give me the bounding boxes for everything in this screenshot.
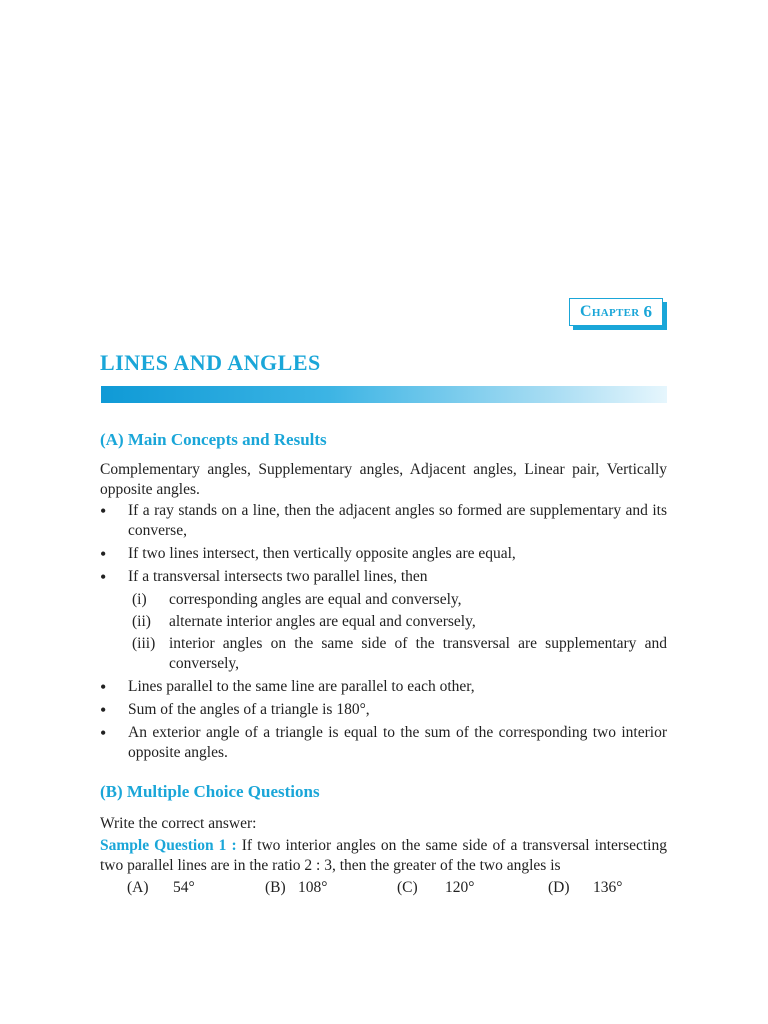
option-d: (D) 136° (548, 879, 623, 896)
section-b-instruction: Write the correct answer: (100, 815, 257, 832)
list-item: • Sum of the angles of a triangle is 180°, (100, 700, 370, 720)
bullet-icon: • (100, 723, 107, 743)
option-b: (B) 108° (265, 879, 328, 896)
sub-list-item: (i) corresponding angles are equal and conversely, (132, 591, 462, 608)
list-item: • If two lines intersect, then vertically opposite angles are equal, (100, 544, 516, 564)
list-item: • Lines parallel to the same line are parallel to each other, (100, 677, 475, 697)
sub-list-item: (iii) interior angles on the same side of the transversal are supplementary and conversely, (132, 635, 667, 672)
chapter-title: LINES AND ANGLES (100, 350, 321, 375)
section-b-heading: (B) Multiple Choice Questions (100, 782, 320, 801)
section-a-intro: Complementary angles, Supplementary angles, Adjacent angles, Linear pair, Vertically opposite angles. (100, 461, 667, 498)
bullet-icon: • (100, 567, 107, 587)
chapter-label: Chapter (580, 303, 640, 320)
bullet-icon: • (100, 700, 107, 720)
list-item: • If a transversal intersects two parallel lines, then (i) corresponding angles are equal and conversely, (ii) alternate interior angles are equal and conversely, (iii) interior angles on the same side of the transversal are supplementary and conversely, (100, 567, 667, 672)
option-c: (C) 120° (397, 879, 475, 896)
option-a: (A) 54° (127, 879, 195, 896)
sample-question-label: Sample Question 1 : (100, 837, 237, 854)
bullet-icon: • (100, 501, 107, 521)
bullet-icon: • (100, 544, 107, 564)
list-item: • If a ray stands on a line, then the adjacent angles so formed are supplementary and its converse, (100, 501, 667, 539)
bullet-icon: • (100, 677, 107, 697)
sample-question (100, 836, 667, 876)
sub-list-item: (ii) alternate interior angles are equal and conversely, (132, 613, 476, 630)
sample-question-text: If two interior angles on the same side of a transversal intersecting two parallel lines are in the ratio 2 : 3, then the greater of the two angles is (100, 837, 667, 874)
sub-list (128, 590, 667, 674)
chapter-number: 6 (643, 302, 652, 321)
section-a-heading: (A) Main Concepts and Results (100, 430, 327, 449)
chapter-badge (569, 298, 663, 326)
list-item: • An exterior angle of a triangle is equal to the sum of the corresponding two interior opposite angles. (100, 723, 667, 761)
concepts-list (100, 501, 667, 766)
title-gradient-bar (101, 386, 667, 403)
